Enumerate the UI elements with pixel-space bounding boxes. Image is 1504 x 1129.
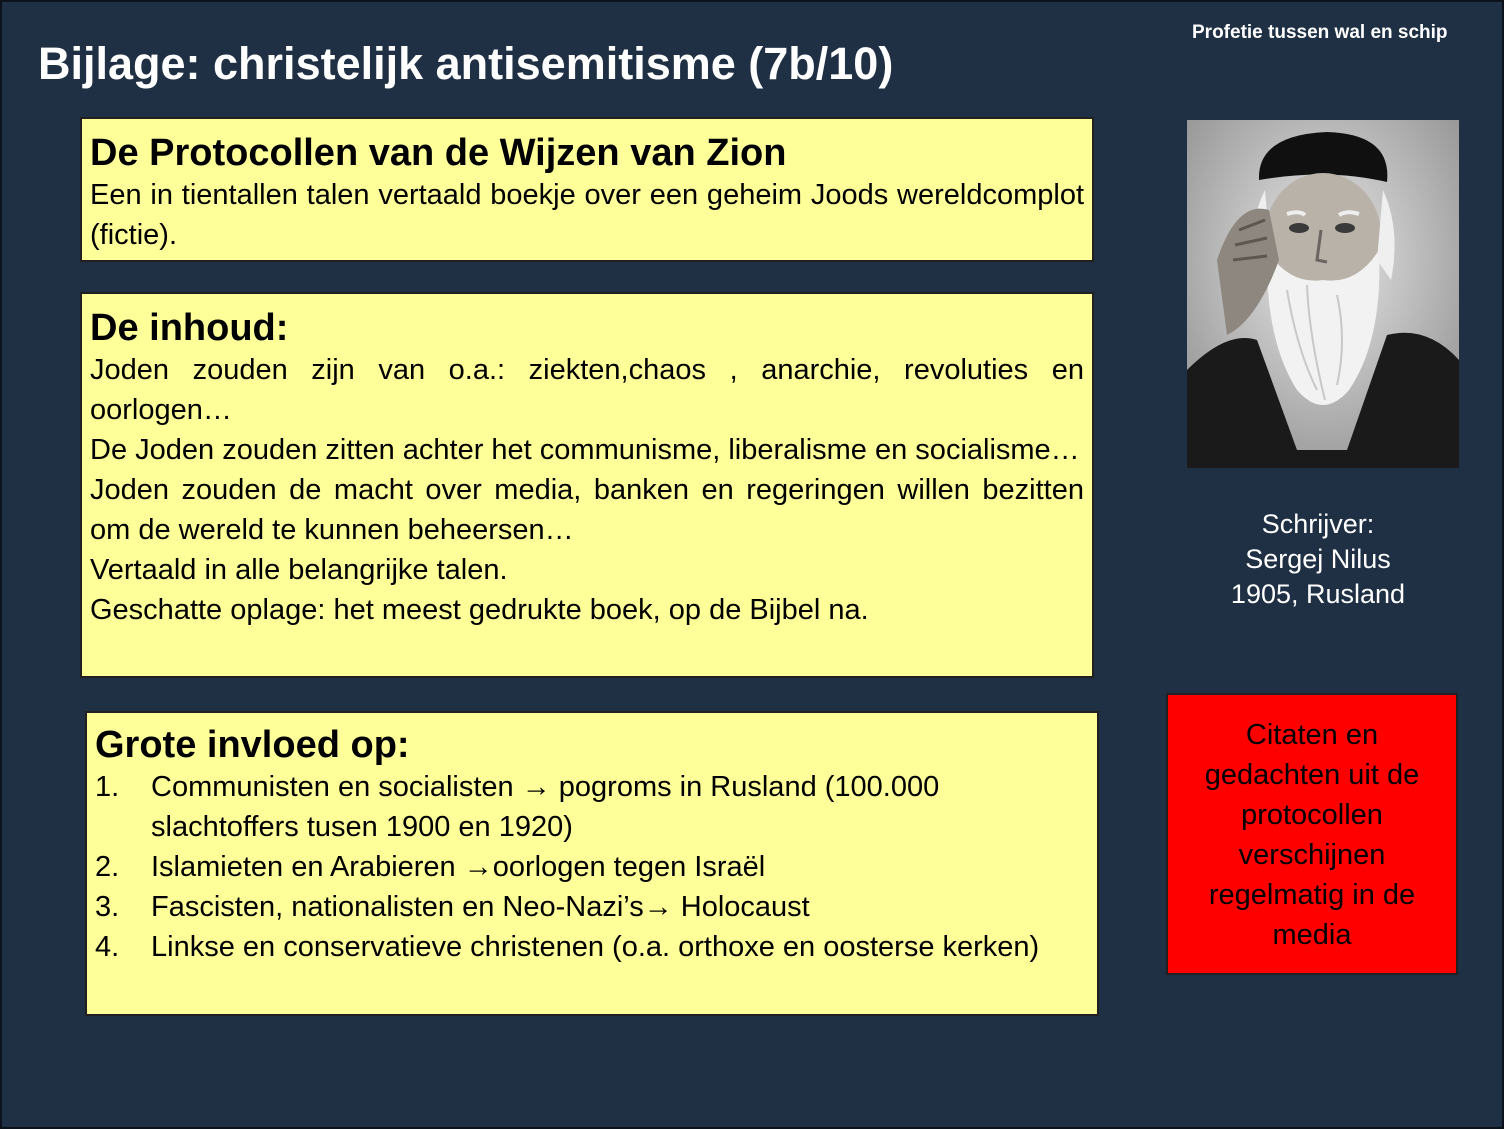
inhoud-line: De Joden zouden zitten achter het communisme, liberalisme en socialisme… — [90, 434, 1080, 466]
caption-label: Schrijver: — [1261, 509, 1375, 539]
list-item: 4. Linkse en conservatieve christenen (o.a. orthoxe en oosterse kerken) — [95, 931, 1040, 963]
caption-name: Sergej Nilus — [1245, 544, 1391, 574]
protocollen-heading: De Protocollen van de Wijzen van Zion — [90, 132, 787, 174]
citaten-box: Citaten en gedachten uit de protocollen verschijnen regelmatig in de media — [1166, 693, 1458, 975]
inhoud-line: Vertaald in alle belangrijke talen. — [90, 554, 508, 586]
protocollen-box — [80, 117, 1094, 262]
inhoud-heading: De inhoud: — [90, 307, 289, 349]
inhoud-line: Joden zouden zijn van o.a.: ziekten,chaos , anarchie, revoluties en oorlogen… — [90, 354, 1084, 426]
list-item: 2. Islamieten en Arabieren →oorlogen tegen Israël — [95, 851, 766, 883]
inhoud-box — [80, 292, 1094, 678]
inhoud-line: Geschatte oplage: het meest gedrukte boek, op de Bijbel na. — [90, 594, 869, 626]
inhoud-line: Joden zouden de macht over media, banken en regeringen willen bezitten om de wereld te kunnen beheersen… — [90, 474, 1084, 546]
caption-date: 1905, Rusland — [1230, 579, 1406, 609]
list-item: 3. Fascisten, nationalisten en Neo-Nazi’s→ Holocaust — [95, 891, 810, 923]
list-item: 1. Communisten en socialisten → pogroms in Rusland (100.000 slachtoffers tusen 1900 en 1920) — [95, 771, 940, 843]
brand-label: Profetie tussen wal en schip — [1192, 22, 1448, 43]
protocollen-text: Een in tientallen talen vertaald boekje over een geheim Joods wereldcomplot (fictie). — [90, 179, 1084, 251]
portrait-image — [1187, 120, 1459, 468]
invloed-list — [95, 767, 1089, 967]
author-portrait — [1187, 120, 1459, 468]
invloed-heading: Grote invloed op: — [95, 724, 410, 766]
author-caption — [1187, 507, 1449, 612]
invloed-box — [85, 711, 1099, 1016]
slide-title: Bijlage: christelijk antisemitisme (7b/10) — [38, 38, 894, 89]
